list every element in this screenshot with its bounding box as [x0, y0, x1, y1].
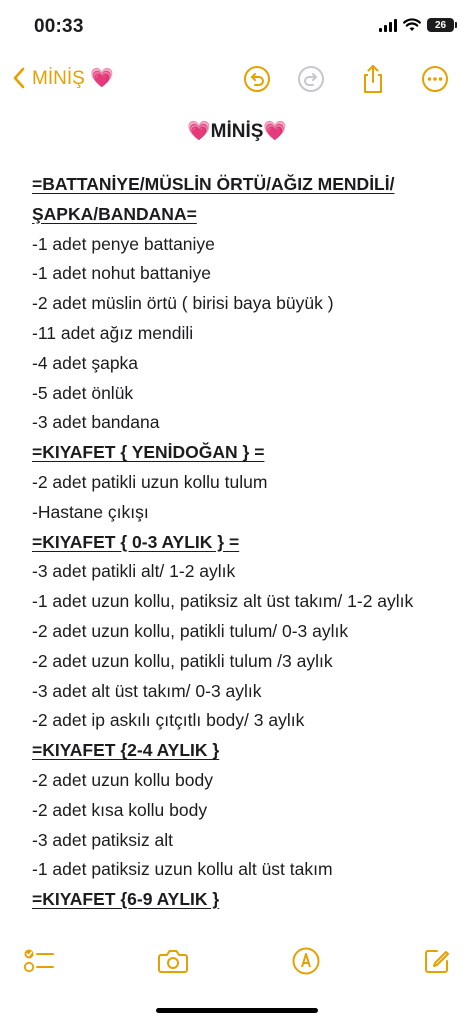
share-icon — [360, 64, 386, 94]
status-icons — [379, 18, 454, 32]
compose-icon — [422, 946, 452, 976]
note-text-line[interactable]: -3 adet alt üst takım/ 0-3 aylık — [32, 680, 262, 701]
note-text-line[interactable]: -5 adet önlük — [32, 382, 134, 403]
note-text-line[interactable]: -2 adet patikli uzun kollu tulum — [32, 471, 268, 492]
note-text-line[interactable]: -Hastane çıkışı — [32, 501, 149, 522]
note-lines[interactable] — [32, 170, 452, 915]
note-text-line[interactable]: -2 adet uzun kollu body — [32, 769, 213, 790]
note-heading-line[interactable]: =KIYAFET {6-9 AYLIK } — [32, 889, 220, 910]
note-text-line[interactable]: -3 adet patiksiz alt — [32, 829, 174, 850]
note-text-line[interactable]: -2 adet uzun kollu, patikli tulum/ 0-3 aylık — [32, 620, 349, 641]
note-body[interactable] — [0, 110, 474, 930]
share-button[interactable] — [358, 64, 388, 94]
back-button[interactable] — [12, 66, 114, 90]
checklist-button[interactable] — [22, 944, 56, 978]
camera-button[interactable] — [156, 944, 190, 978]
note-text-line[interactable]: -2 adet kısa kollu body — [32, 799, 208, 820]
markup-button[interactable] — [289, 944, 323, 978]
undo-icon — [243, 65, 271, 93]
status-time: 00:33 — [34, 16, 84, 37]
home-indicator[interactable] — [156, 1008, 318, 1013]
note-heading-line[interactable]: =KIYAFET { YENİDOĞAN } = — [32, 442, 265, 463]
chevron-left-icon — [12, 67, 26, 89]
wifi-icon — [403, 18, 421, 32]
note-text-line[interactable]: -2 adet müslin örtü ( birisi baya büyük ) — [32, 293, 334, 314]
note-text-line[interactable]: -2 adet uzun kollu, patikli tulum /3 aylık — [32, 650, 333, 671]
note-text-line[interactable]: -1 adet nohut battaniye — [32, 263, 212, 284]
checklist-icon — [23, 947, 55, 975]
note-text-line[interactable]: -11 adet ağız mendili — [32, 322, 194, 343]
note-text-line[interactable]: -1 adet uzun kollu, patiksiz alt üst takım/ 1-2 aylık — [32, 591, 414, 612]
battery-icon: 26 — [427, 18, 454, 32]
note-title[interactable]: 💗MİNİŞ💗 — [186, 121, 288, 142]
cellular-signal-icon — [379, 19, 397, 32]
redo-icon — [297, 65, 325, 93]
note-heading-line[interactable]: =KIYAFET { 0-3 AYLIK } = — [32, 531, 240, 552]
nav-bar — [0, 58, 474, 102]
note-text-line[interactable]: -2 adet ip askılı çıtçıtlı body/ 3 aylık — [32, 710, 305, 731]
note-text-line[interactable]: -1 adet penye battaniye — [32, 233, 215, 254]
undo-button[interactable] — [242, 64, 272, 94]
compose-button[interactable] — [420, 944, 454, 978]
more-icon — [421, 65, 449, 93]
note-heading-line[interactable]: =KIYAFET {2-4 AYLIK } — [32, 740, 220, 761]
note-text-line[interactable]: -1 adet patiksiz uzun kollu alt üst takım — [32, 859, 333, 880]
markup-icon — [291, 946, 321, 976]
note-text-line[interactable]: -3 adet patikli alt/ 1-2 aylık — [32, 561, 236, 582]
note-text-line[interactable]: -4 adet şapka — [32, 352, 139, 373]
more-button[interactable] — [420, 64, 450, 94]
back-label: MİNİŞ 💗 — [32, 68, 114, 89]
bottom-toolbar — [0, 940, 474, 984]
status-bar — [0, 0, 474, 54]
redo-button[interactable] — [296, 64, 326, 94]
note-text-line[interactable]: -3 adet bandana — [32, 412, 160, 433]
camera-icon — [157, 948, 189, 974]
note-heading-line[interactable]: =BATTANİYE/MÜSLİN ÖRTÜ/AĞIZ MENDİLİ/ ŞAPKA/BANDANA= — [32, 174, 395, 224]
